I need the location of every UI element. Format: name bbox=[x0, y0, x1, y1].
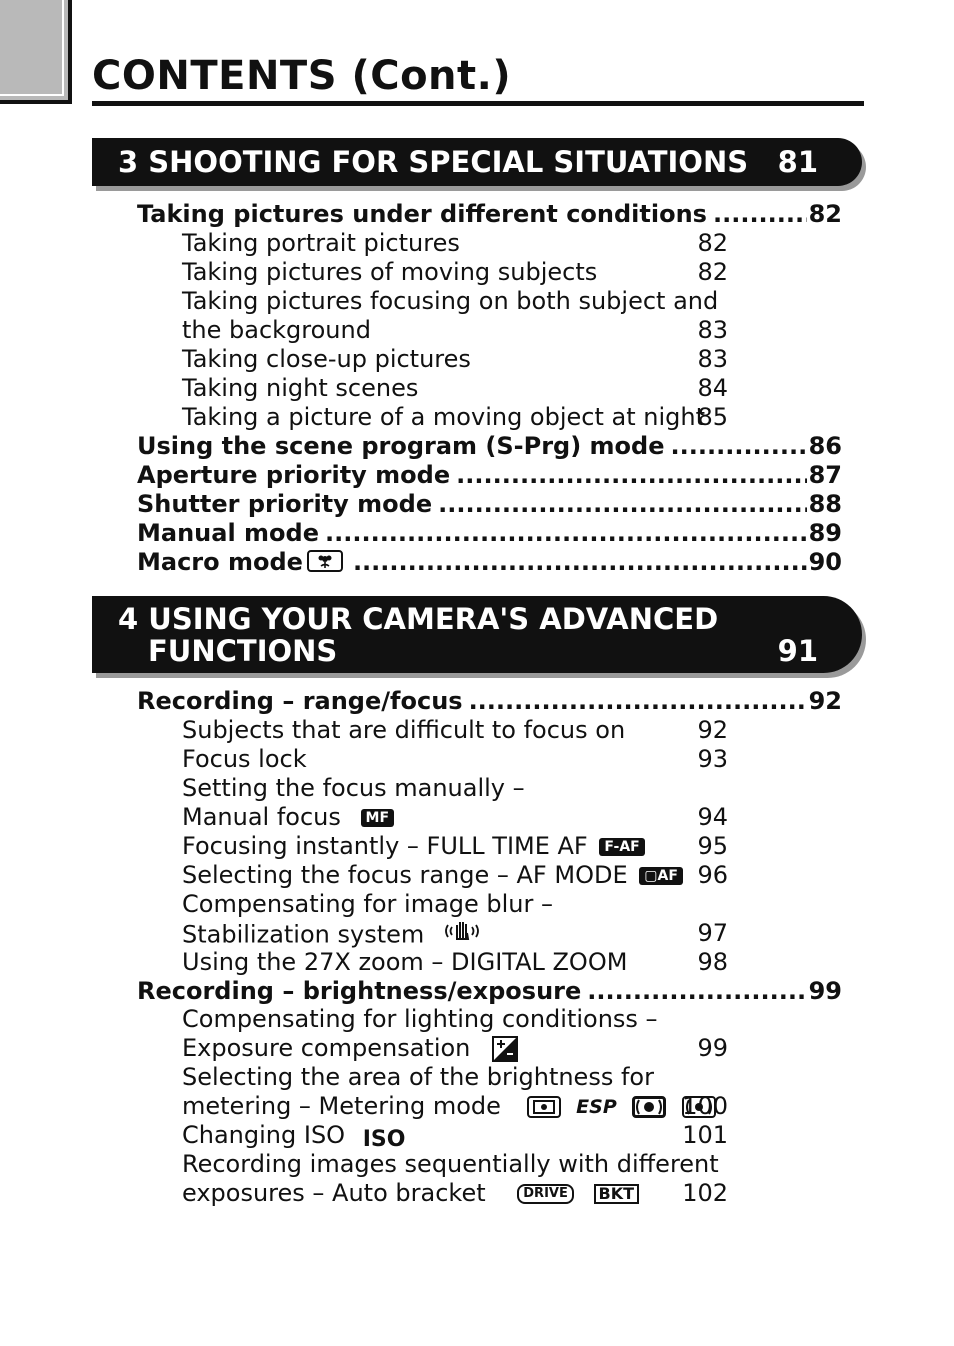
toc-subentry[interactable]: Selecting the area of the brightness for bbox=[182, 1063, 654, 1091]
toc-entry[interactable]: Aperture priority mode ..... 87 bbox=[137, 460, 842, 490]
toc-entry[interactable]: Recording – brightness/exposure ..... 99 bbox=[137, 976, 842, 1006]
macro-flower-icon bbox=[307, 550, 343, 572]
title-rule bbox=[92, 101, 864, 106]
esp-icon: ESP bbox=[576, 1095, 617, 1118]
toc-subentry-page: 94 bbox=[697, 803, 728, 831]
toc-subentry-page: 98 bbox=[697, 948, 728, 976]
toc-subentry-page: 97 bbox=[697, 919, 728, 947]
page-tab bbox=[0, 0, 72, 104]
drive-icon: DRIVE bbox=[517, 1184, 574, 1204]
toc-subentry-page: 83 bbox=[697, 316, 728, 344]
leader-dots bbox=[353, 547, 807, 577]
toc-subentry-row[interactable]: Manual focus MF bbox=[182, 803, 398, 832]
leader-dots bbox=[671, 431, 807, 461]
toc-subentry[interactable]: Taking portrait pictures bbox=[182, 229, 460, 257]
toc-subentry[interactable]: Subjects that are difficult to focus on bbox=[182, 716, 626, 744]
toc-subentry-page: 82 bbox=[697, 258, 728, 286]
toc-entry[interactable]: Macro mode ..... 90 bbox=[137, 547, 842, 577]
toc-subentry-page: 84 bbox=[697, 374, 728, 402]
toc-subentry-page: 83 bbox=[697, 345, 728, 373]
af-mode-icon: ▢AF bbox=[639, 867, 683, 885]
toc-subentry-page: 93 bbox=[697, 745, 728, 773]
full-time-af-icon: F-AF bbox=[599, 838, 644, 856]
section-4-page: 91 bbox=[777, 634, 818, 668]
toc-entry[interactable]: Shutter priority mode ..... 88 bbox=[137, 489, 842, 519]
toc-subentry[interactable]: Using the 27X zoom – DIGITAL ZOOM bbox=[182, 948, 628, 976]
metering-digital-esp-icon bbox=[527, 1096, 561, 1118]
leader-dots bbox=[438, 489, 807, 519]
toc-subentry[interactable]: Compensating for image blur – bbox=[182, 890, 554, 918]
toc-subentry-page: 82 bbox=[697, 229, 728, 257]
toc-subentry-row[interactable]: Changing ISO ISO bbox=[182, 1121, 406, 1152]
section-3-page: 81 bbox=[777, 145, 818, 179]
toc-subentry[interactable]: Compensating for lighting conditionss – bbox=[182, 1005, 658, 1033]
section-3-header bbox=[92, 138, 862, 186]
toc-entry[interactable]: Taking pictures under different conditions ..... 82 bbox=[137, 199, 842, 229]
toc-subentry-page: 92 bbox=[697, 716, 728, 744]
toc-subentry-row[interactable]: Selecting the focus range – AF MODE ▢AF bbox=[182, 861, 687, 890]
iso-icon: ISO bbox=[362, 1127, 406, 1152]
toc-subentry-page: 96 bbox=[697, 861, 728, 889]
toc-subentry-page: 99 bbox=[697, 1034, 728, 1062]
toc-subentry[interactable]: Setting the focus manually – bbox=[182, 774, 525, 802]
toc-subentry-row[interactable]: Exposure compensation bbox=[182, 1034, 522, 1063]
toc-subentry-row[interactable]: exposures – Auto bracket DRIVE BKT bbox=[182, 1179, 643, 1208]
toc-subentry-page: 85 bbox=[697, 403, 728, 431]
toc-subentry-page: 95 bbox=[697, 832, 728, 860]
leader-dots bbox=[587, 976, 806, 1006]
exposure-compensation-icon bbox=[492, 1036, 518, 1062]
toc-subentry[interactable]: Taking pictures of moving subjects bbox=[182, 258, 598, 286]
toc-subentry[interactable]: Focus lock bbox=[182, 745, 307, 773]
leader-dots bbox=[469, 686, 807, 716]
leader-dots bbox=[713, 199, 807, 229]
section-4-header bbox=[92, 596, 862, 673]
toc-subentry-page: 102 bbox=[682, 1179, 728, 1207]
section-3-title: 3 SHOOTING FOR SPECIAL SITUATIONS bbox=[118, 145, 749, 179]
toc-subentry-page: 101 bbox=[682, 1121, 728, 1149]
toc-subentry-row[interactable]: Focusing instantly – FULL TIME AF F-AF bbox=[182, 832, 649, 861]
toc-subentry[interactable]: the background bbox=[182, 316, 371, 344]
toc-entry[interactable]: Using the scene program (S-Prg) mode ..... 86 bbox=[137, 431, 842, 461]
section-4-title-line1: 4 USING YOUR CAMERA'S ADVANCED bbox=[118, 602, 719, 636]
toc-subentry-page: 100 bbox=[682, 1092, 728, 1120]
toc-entry[interactable]: Recording – range/focus ..... 92 bbox=[137, 686, 842, 716]
section-4-title-line2: FUNCTIONS bbox=[148, 634, 338, 668]
toc-entry[interactable]: Manual mode ..... 89 bbox=[137, 518, 842, 548]
page-title: CONTENTS (Cont.) bbox=[92, 53, 512, 99]
leader-dots bbox=[325, 518, 807, 548]
toc-subentry-row[interactable]: metering – Metering mode ESP bbox=[182, 1092, 720, 1122]
leader-dots bbox=[456, 460, 806, 490]
toc-subentry-row[interactable]: Stabilization system bbox=[182, 919, 486, 952]
metering-center-weighted-icon bbox=[632, 1096, 666, 1118]
toc-subentry[interactable]: Taking night scenes bbox=[182, 374, 419, 402]
manual-focus-icon: MF bbox=[361, 809, 395, 827]
toc-subentry[interactable]: Taking pictures focusing on both subject and bbox=[182, 287, 719, 315]
bracket-icon: BKT bbox=[594, 1184, 640, 1204]
toc-subentry[interactable]: Taking close-up pictures bbox=[182, 345, 471, 373]
toc-subentry[interactable]: Taking a picture of a moving object at night bbox=[182, 403, 705, 431]
toc-subentry[interactable]: Recording images sequentially with different bbox=[182, 1150, 719, 1178]
